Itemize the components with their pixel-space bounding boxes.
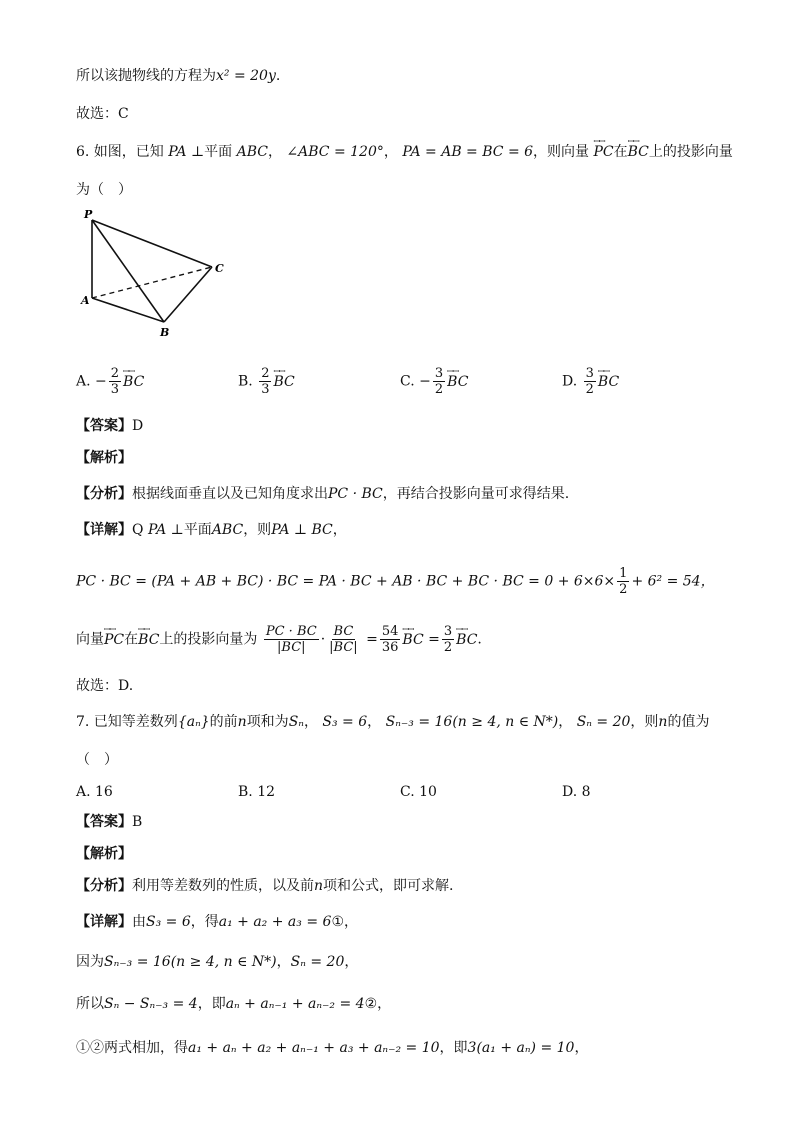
math: n (314, 878, 324, 894)
numerator: 54 (381, 624, 399, 639)
edge-pc (92, 220, 212, 267)
text: ， (303, 714, 318, 730)
q6-analysis-tag (76, 448, 132, 468)
text: 向量 (76, 631, 104, 648)
text: ， (574, 1040, 589, 1056)
q6-stem-line1 (76, 142, 733, 162)
text: 利用等差数列的性质，以及前 (132, 878, 314, 894)
text: 因为 (76, 954, 104, 970)
vector-bc: ꟷꟷ BC (628, 142, 649, 162)
numerator: 3 (585, 366, 594, 381)
q6-calculation (76, 566, 715, 597)
text: ， (267, 144, 282, 160)
text: ，即 (197, 996, 226, 1012)
option-value: 8 (581, 784, 591, 800)
math: Sₙ = 20 (290, 954, 345, 970)
sign: − (419, 373, 431, 390)
option-label: B. (238, 373, 253, 390)
text: ①②两式相加，得 (76, 1040, 188, 1056)
text: = (366, 631, 378, 648)
option-label: C. (400, 784, 415, 800)
tetrahedron-figure (78, 206, 238, 342)
q6-option-c[interactable] (400, 366, 468, 397)
option-value: 10 (419, 784, 437, 800)
choice-line-c: 故选：C (76, 106, 129, 122)
denominator: |BC| (329, 640, 358, 655)
q7-stem-line2: （ ） (76, 752, 118, 768)
math: 3(a₁ + aₙ) = 10 (467, 1040, 575, 1056)
numerator: 2 (261, 366, 270, 381)
numerator: 2 (110, 366, 120, 381)
text: ， (383, 144, 398, 160)
option-label: A. (76, 373, 91, 390)
math: PC · BC (328, 486, 383, 502)
text: 在 (124, 631, 139, 648)
text: 平面 (183, 522, 212, 538)
q6-xiangjie (76, 520, 347, 540)
numerator: 3 (434, 366, 444, 381)
xiangjie-tag: 【详解】 (76, 522, 132, 538)
text: . (477, 631, 482, 648)
q6-end: 故选：D. (76, 678, 134, 694)
numerator: BC (333, 624, 354, 639)
parabola-conclusion (76, 66, 280, 86)
text: Q (132, 522, 144, 538)
q7-number: 7. 已知等差数列 (76, 714, 178, 730)
q7-analysis-tag (76, 844, 132, 864)
text: ， (332, 522, 347, 538)
q7-answer (76, 812, 142, 832)
text: 根据线面垂直以及已知角度求出 (132, 486, 328, 502)
xiangjie-tag: 【详解】 (76, 914, 132, 930)
vector: ꟷꟷ BC (598, 372, 619, 392)
text: . (275, 68, 281, 84)
numerator: 3 (443, 624, 453, 639)
option-value: 16 (95, 784, 113, 800)
text: ，则 (243, 522, 272, 538)
q7-step1 (76, 912, 358, 932)
q6-stem-line2: 为（ ） (76, 182, 132, 198)
numerator: 1 (619, 566, 628, 581)
option-label: D. (562, 784, 578, 800)
label-a: A (81, 294, 90, 307)
vector: ꟷꟷ PC (104, 630, 124, 650)
q6-option-d[interactable] (562, 366, 619, 397)
text: 在 (613, 144, 628, 160)
q7-option-a[interactable] (76, 782, 113, 802)
fraction (442, 624, 454, 655)
text: ，即 (439, 1040, 468, 1056)
denominator: 3 (261, 382, 270, 397)
denominator: 2 (443, 640, 453, 655)
vector: ꟷꟷ BC (138, 630, 159, 650)
text: · (320, 631, 326, 648)
text: ，得 (190, 914, 219, 930)
answer-value: D (132, 418, 144, 434)
q6-answer (76, 416, 143, 436)
numerator: PC · BC (265, 624, 317, 639)
math: n (658, 714, 668, 730)
q7-step4 (76, 1038, 588, 1058)
math: (n ≥ 4, n ∈ N*) (452, 714, 559, 730)
math: + 6² = 54， (631, 573, 715, 590)
math: Sₙ = 20 (576, 714, 631, 730)
q6-number: 6. 如图，已知 (76, 144, 164, 160)
text: 所以该抛物线的方程为 (76, 68, 216, 84)
text: 所以 (76, 996, 104, 1012)
vector: ꟷꟷ BC (447, 372, 468, 392)
denominator: 2 (434, 382, 444, 397)
q6-fenxi (76, 484, 569, 504)
option-label: C. (400, 373, 415, 390)
text: 平面 (204, 144, 233, 160)
fraction (327, 624, 360, 655)
fenxi-tag: 【分析】 (76, 878, 132, 894)
text: 由 (132, 914, 146, 930)
answer-tag: 【答案】 (76, 418, 132, 434)
text: ②， (364, 996, 392, 1012)
label-p: P (84, 208, 93, 221)
text: ①， (331, 914, 358, 930)
math: {aₙ} (177, 714, 210, 730)
math: a₁ + a₂ + a₃ = 6 (218, 914, 332, 930)
option-label: D. (562, 373, 578, 390)
text: 项和为 (246, 714, 289, 730)
q7-stem-line1 (76, 712, 709, 732)
math: Sₙ₋₃ = 16 (104, 954, 171, 970)
denominator: 2 (585, 382, 594, 397)
q6-option-a[interactable] (76, 366, 144, 397)
denominator: |BC| (277, 640, 306, 655)
math: S₃ = 6 (322, 714, 368, 730)
text: ， (558, 714, 573, 730)
q7-option-d[interactable] (562, 782, 591, 802)
text: = (428, 631, 440, 648)
sign: − (95, 373, 107, 390)
edge-ab (92, 298, 164, 322)
denominator: 36 (381, 640, 399, 655)
q7-fenxi (76, 876, 453, 896)
math: PA ⊥ (147, 522, 184, 538)
answer-tag: 【答案】 (76, 814, 132, 830)
vector: ꟷꟷ BC (456, 630, 477, 650)
label-b: B (160, 326, 170, 339)
fraction (109, 366, 121, 397)
option-value: 12 (257, 784, 276, 800)
math-lengths: PA = AB = BC = 6 (402, 144, 534, 160)
math: PA ⊥ (168, 144, 205, 160)
parabola-equation: x² = 20y (216, 68, 276, 84)
denominator: 3 (110, 382, 120, 397)
math: PA ⊥ BC (271, 522, 333, 538)
math: n (237, 714, 247, 730)
fraction (264, 624, 319, 655)
vector-pc: ꟷꟷ PC (593, 142, 613, 162)
text: 上的投影向量 (648, 144, 733, 160)
math: ABC (211, 522, 244, 538)
edge-bc (164, 267, 212, 322)
q7-option-c[interactable] (400, 782, 437, 802)
vector: ꟷꟷ BC (273, 372, 294, 392)
math: aₙ + aₙ₋₁ + aₙ₋₂ = 4 (225, 996, 365, 1012)
label-c: C (215, 262, 224, 275)
fenxi-tag: 【分析】 (76, 486, 132, 502)
option-label: B. (238, 784, 253, 800)
text: ，则向量 (533, 144, 590, 160)
answer-value: B (132, 814, 143, 830)
denominator: 2 (619, 582, 628, 597)
text: ， (367, 714, 382, 730)
math: Sₙ₋₃ = 16 (385, 714, 453, 730)
vector: ꟷꟷ BC (402, 630, 423, 650)
q6-projection (76, 624, 482, 655)
math-angle: ∠ABC = 120° (286, 144, 384, 160)
fraction (380, 624, 401, 655)
q6-option-b[interactable] (238, 366, 295, 397)
q7-option-b[interactable] (238, 782, 275, 802)
math: a₁ + aₙ + a₂ + aₙ₋₁ + a₃ + aₙ₋₂ = 10 (188, 1040, 440, 1056)
text: 项和公式，即可求解. (323, 878, 454, 894)
math: PC · BC = (PA + AB + BC) · BC = PA · BC + AB · BC + BC · BC = 0 + 6×6× (76, 573, 616, 590)
text: ，则 (630, 714, 659, 730)
math: ABC (236, 144, 268, 160)
analysis-tag: 【解析】 (76, 846, 132, 862)
text: ，再结合投影向量可求得结果. (382, 486, 570, 502)
q7-step2 (76, 952, 358, 972)
math: S₃ = 6 (146, 914, 191, 930)
text: ， (276, 954, 291, 970)
math: Sₙ − Sₙ₋₃ = 4 (104, 996, 198, 1012)
text: 的前 (209, 714, 238, 730)
analysis-tag: 【解析】 (76, 450, 132, 466)
fraction (433, 366, 445, 397)
text: 上的投影向量为 (159, 631, 258, 648)
edge-pb (92, 220, 164, 322)
edge-ac-dashed (92, 267, 212, 298)
q7-step3 (76, 994, 391, 1014)
math: (n ≥ 4, n ∈ N*) (170, 954, 277, 970)
text: 的值为 (667, 714, 710, 730)
text: ， (344, 954, 359, 970)
fraction (584, 366, 596, 397)
vector: ꟷꟷ BC (123, 372, 144, 392)
fraction (259, 366, 271, 397)
fraction (617, 566, 629, 597)
option-label: A. (76, 784, 91, 800)
math: Sₙ (288, 714, 304, 730)
